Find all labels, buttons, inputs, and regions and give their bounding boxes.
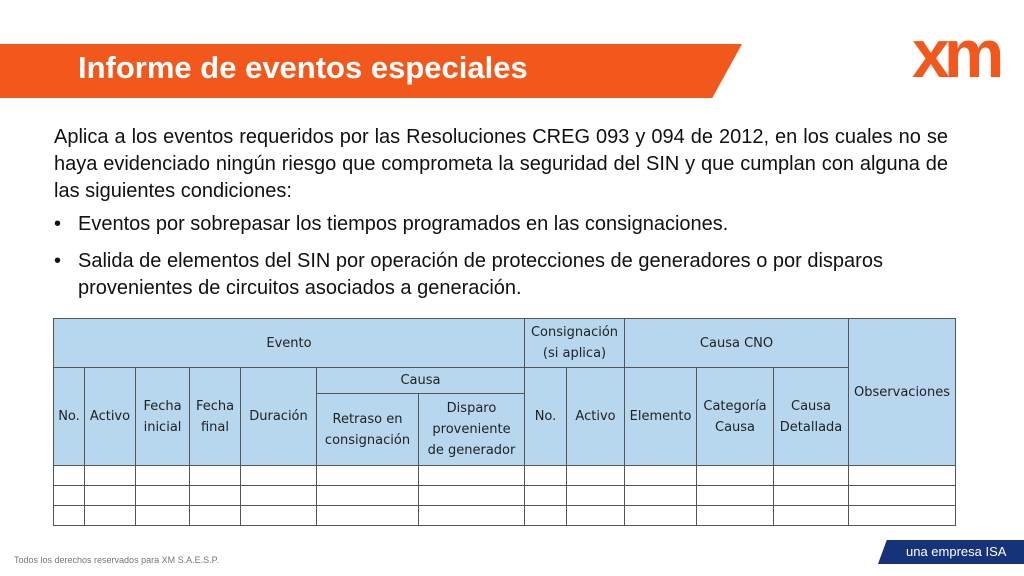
table-cell <box>54 466 85 486</box>
table-cell <box>190 466 241 486</box>
list-item-text: Eventos por sobrepasar los tiempos programados en las consignaciones. <box>78 213 729 235</box>
header-causa-cno: Causa CNO <box>625 319 849 368</box>
header-fecha-inicial-line2: inicial <box>143 419 182 435</box>
list-item-text: Salida de elementos del SIN por operación de protecciones de generadores o por disparos provenientes de circuitos asociados a generación. <box>78 250 883 299</box>
table-cell <box>419 486 525 506</box>
table-cell <box>85 506 136 526</box>
table-cell <box>136 466 190 486</box>
table-cell <box>625 506 697 526</box>
table-cell <box>136 486 190 506</box>
table-cell <box>849 506 956 526</box>
table-cell <box>419 506 525 526</box>
header-disparo-line1: Disparo <box>446 401 497 417</box>
table-cell <box>625 466 697 486</box>
page-title: Informe de eventos especiales <box>78 50 528 85</box>
copyright-footer: Todos los derechos reservados para XM S.A.E.S.P. <box>14 555 219 565</box>
table-cell <box>567 466 625 486</box>
table-cell <box>317 466 419 486</box>
header-elemento: Elemento <box>625 368 697 466</box>
header-categoria-causa <box>697 368 774 466</box>
table-cell <box>85 466 136 486</box>
list-item <box>54 248 948 302</box>
header-detallada-line2: Detallada <box>779 419 843 435</box>
table-row <box>54 486 956 506</box>
table-header-row <box>54 319 956 368</box>
table-cell <box>54 506 85 526</box>
table-cell <box>525 466 567 486</box>
header-retraso-line1: Retraso en <box>332 411 403 427</box>
table-cell <box>54 486 85 506</box>
header-no: No. <box>54 368 85 466</box>
header-disparo <box>419 394 525 466</box>
table-cell <box>317 486 419 506</box>
header-disparo-line2: proveniente <box>432 422 511 438</box>
table-cell <box>241 466 317 486</box>
table-row <box>54 466 956 486</box>
isa-tagline: una empresa ISA <box>906 544 1007 559</box>
header-fecha-inicial-line1: Fecha <box>143 398 182 414</box>
header-fecha-inicial <box>136 368 190 466</box>
conditions-list <box>54 211 948 312</box>
table-cell <box>697 506 774 526</box>
table-cell <box>697 466 774 486</box>
header-causa: Causa <box>317 368 525 394</box>
table-cell <box>697 486 774 506</box>
table-cell <box>85 486 136 506</box>
table-cell <box>567 486 625 506</box>
header-consignacion-no: No. <box>525 368 567 466</box>
header-fecha-final <box>190 368 241 466</box>
header-consignacion-activo: Activo <box>567 368 625 466</box>
header-fecha-final-line1: Fecha <box>195 398 235 414</box>
table-cell <box>317 506 419 526</box>
table-cell <box>849 466 956 486</box>
table-cell <box>190 486 241 506</box>
table-cell <box>190 506 241 526</box>
table-cell <box>567 506 625 526</box>
list-item <box>54 211 948 238</box>
header-evento: Evento <box>54 319 525 368</box>
header-categoria-line1: Categoría <box>703 398 767 414</box>
table-header-row <box>54 368 956 394</box>
table-cell <box>241 506 317 526</box>
table-cell <box>525 486 567 506</box>
table-cell <box>849 486 956 506</box>
header-activo: Activo <box>85 368 136 466</box>
header-fecha-final-line2: final <box>200 419 229 435</box>
header-retraso <box>317 394 419 466</box>
header-categoria-line2: Causa <box>715 419 756 435</box>
header-consignacion-line1: Consignación <box>530 325 619 340</box>
table-row <box>54 506 956 526</box>
header-causa-detallada <box>774 368 849 466</box>
header-observaciones: Observaciones <box>849 319 956 466</box>
bullet-icon: • <box>54 213 62 235</box>
table-cell <box>525 506 567 526</box>
table-cell <box>241 486 317 506</box>
table-cell <box>774 486 849 506</box>
xm-logo: xm <box>912 16 999 92</box>
header-detallada-line1: Causa <box>791 398 832 414</box>
events-table <box>53 318 956 526</box>
header-consignacion-line2: (si aplica) <box>542 346 607 361</box>
table-cell <box>136 506 190 526</box>
table-cell <box>774 466 849 486</box>
table-cell <box>625 486 697 506</box>
intro-paragraph: Aplica a los eventos requeridos por las Resoluciones CREG 093 y 094 de 2012, en los cuales no se haya evidenciado ningún riesgo que comprometa la seguridad del SIN y que cumplan con alguna de las siguientes condiciones: <box>54 126 948 202</box>
header-consignacion <box>525 319 625 368</box>
bullet-icon: • <box>54 250 62 272</box>
table-cell <box>419 466 525 486</box>
header-retraso-line2: consignación <box>324 432 411 448</box>
header-disparo-line3: de generador <box>427 443 516 459</box>
header-duracion: Duración <box>241 368 317 466</box>
table-cell <box>774 506 849 526</box>
